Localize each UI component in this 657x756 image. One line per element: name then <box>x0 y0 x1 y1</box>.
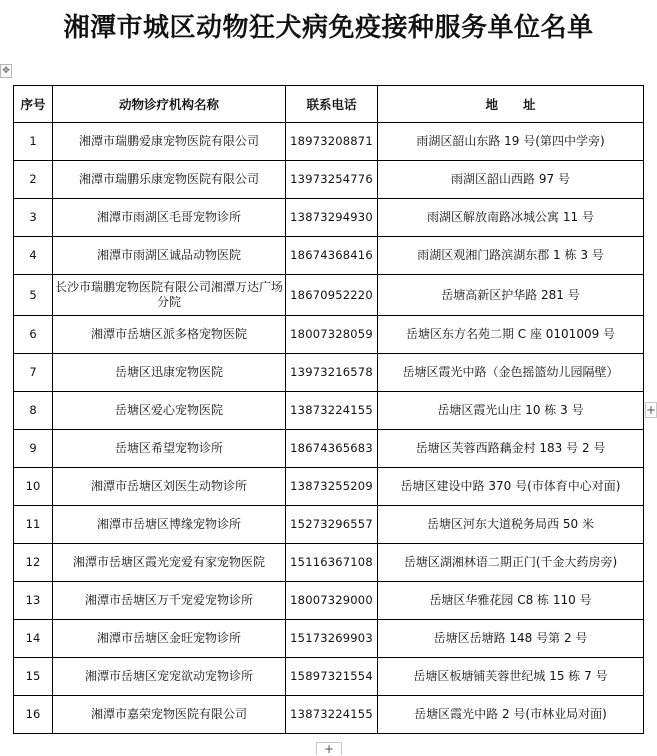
cell-index: 5 <box>14 275 53 316</box>
cell-phone: 18670952220 <box>286 275 378 316</box>
cell-address: 岳塘区岳塘路 148 号第 2 号 <box>378 620 644 658</box>
table-row <box>14 199 644 237</box>
cell-name: 湘潭市雨湖区毛哥宠物诊所 <box>53 199 286 237</box>
add-row-button[interactable]: + <box>316 742 342 755</box>
cell-address: 岳塘区华雅花园 C8 栋 110 号 <box>378 582 644 620</box>
cell-name: 湘潭市岳塘区万千宠爱宠物诊所 <box>53 582 286 620</box>
table-row <box>14 392 644 430</box>
cell-index: 6 <box>14 316 53 354</box>
cell-phone: 18674365683 <box>286 430 378 468</box>
cell-address: 雨湖区韶山东路 19 号(第四中学旁) <box>378 123 644 161</box>
table-row <box>14 658 644 696</box>
cell-index: 9 <box>14 430 53 468</box>
header-index: 序号 <box>14 86 53 123</box>
cell-name: 湘潭市雨湖区诚品动物医院 <box>53 237 286 275</box>
cell-index: 8 <box>14 392 53 430</box>
cell-index: 2 <box>14 161 53 199</box>
add-column-button[interactable]: + <box>646 403 657 417</box>
table-row <box>14 237 644 275</box>
cell-address: 岳塘区东方名苑二期 C 座 0101009 号 <box>378 316 644 354</box>
cell-address: 岳塘高新区护华路 281 号 <box>378 275 644 316</box>
cell-address: 岳塘区霞光中路（金色摇篮幼儿园隔壁） <box>378 354 644 392</box>
cell-phone: 18973208871 <box>286 123 378 161</box>
cell-address: 岳塘区霞光中路 2 号(市林业局对面) <box>378 696 644 734</box>
document-title: 湘潭市城区动物狂犬病免疫接种服务单位名单 <box>63 13 594 43</box>
cell-phone: 15173269903 <box>286 620 378 658</box>
table-row <box>14 161 644 199</box>
cell-phone: 13873224155 <box>286 392 378 430</box>
cell-name: 湘潭市瑞鹏乐康宠物医院有限公司 <box>53 161 286 199</box>
cell-index: 12 <box>14 544 53 582</box>
cell-address: 雨湖区韶山西路 97 号 <box>378 161 644 199</box>
table-row <box>14 696 644 734</box>
table-row <box>14 123 644 161</box>
cell-phone: 15273296557 <box>286 506 378 544</box>
cell-name: 湘潭市岳塘区刘医生动物诊所 <box>53 468 286 506</box>
table-row <box>14 430 644 468</box>
cell-address: 雨湖区观湘门路滨湖东郡 1 栋 3 号 <box>378 237 644 275</box>
cell-name: 湘潭市岳塘区金旺宠物诊所 <box>53 620 286 658</box>
header-address: 地 址 <box>378 86 644 123</box>
table-row <box>14 275 644 316</box>
cell-name: 湘潭市岳塘区宠宠欲动宠物诊所 <box>53 658 286 696</box>
cell-index: 3 <box>14 199 53 237</box>
cell-address: 岳塘区霞光山庄 10 栋 3 号 <box>378 392 644 430</box>
cell-index: 11 <box>14 506 53 544</box>
cell-phone: 13873224155 <box>286 696 378 734</box>
cell-phone: 13873255209 <box>286 468 378 506</box>
cell-phone: 13873294930 <box>286 199 378 237</box>
cell-name: 岳塘区爱心宠物医院 <box>53 392 286 430</box>
cell-phone: 15897321554 <box>286 658 378 696</box>
table-row <box>14 620 644 658</box>
cell-index: 1 <box>14 123 53 161</box>
cell-name: 湘潭市嘉荣宠物医院有限公司 <box>53 696 286 734</box>
cell-name: 岳塘区迅康宠物医院 <box>53 354 286 392</box>
cell-index: 4 <box>14 237 53 275</box>
cell-phone: 13973216578 <box>286 354 378 392</box>
cell-name: 湘潭市岳塘区派多格宠物医院 <box>53 316 286 354</box>
cell-phone: 18674368416 <box>286 237 378 275</box>
cell-name: 湘潭市岳塘区霞光宠爱有家宠物医院 <box>53 544 286 582</box>
cell-index: 14 <box>14 620 53 658</box>
cell-phone: 15116367108 <box>286 544 378 582</box>
cell-name: 岳塘区希望宠物诊所 <box>53 430 286 468</box>
header-phone: 联系电话 <box>286 86 378 123</box>
cell-address: 岳塘区河东大道税务局西 50 米 <box>378 506 644 544</box>
table-row <box>14 506 644 544</box>
cell-address: 雨湖区解放南路冰城公寓 11 号 <box>378 199 644 237</box>
table-row <box>14 354 644 392</box>
cell-index: 15 <box>14 658 53 696</box>
table-row <box>14 316 644 354</box>
cell-address: 岳塘区板塘铺芙蓉世纪城 15 栋 7 号 <box>378 658 644 696</box>
cell-phone: 18007329000 <box>286 582 378 620</box>
table-body <box>14 123 644 734</box>
table-header-row <box>14 86 644 123</box>
cell-name: 湘潭市岳塘区博缘宠物诊所 <box>53 506 286 544</box>
clinic-table <box>13 85 644 734</box>
cell-phone: 18007328059 <box>286 316 378 354</box>
header-name: 动物诊疗机构名称 <box>53 86 286 123</box>
table-move-handle-icon[interactable]: ✥ <box>0 64 12 78</box>
cell-index: 10 <box>14 468 53 506</box>
cell-phone: 13973254776 <box>286 161 378 199</box>
table-row <box>14 544 644 582</box>
cell-index: 13 <box>14 582 53 620</box>
cell-name: 长沙市瑞鹏宠物医院有限公司湘潭万达广场分院 <box>53 275 286 316</box>
table-row <box>14 582 644 620</box>
cell-name: 湘潭市瑞鹏爱康宠物医院有限公司 <box>53 123 286 161</box>
cell-index: 16 <box>14 696 53 734</box>
cell-index: 7 <box>14 354 53 392</box>
cell-address: 岳塘区湖湘林语二期正门(千金大药房旁) <box>378 544 644 582</box>
cell-address: 岳塘区芙蓉西路藕金村 183 号 2 号 <box>378 430 644 468</box>
cell-address: 岳塘区建设中路 370 号(市体育中心对面) <box>378 468 644 506</box>
table-row <box>14 468 644 506</box>
